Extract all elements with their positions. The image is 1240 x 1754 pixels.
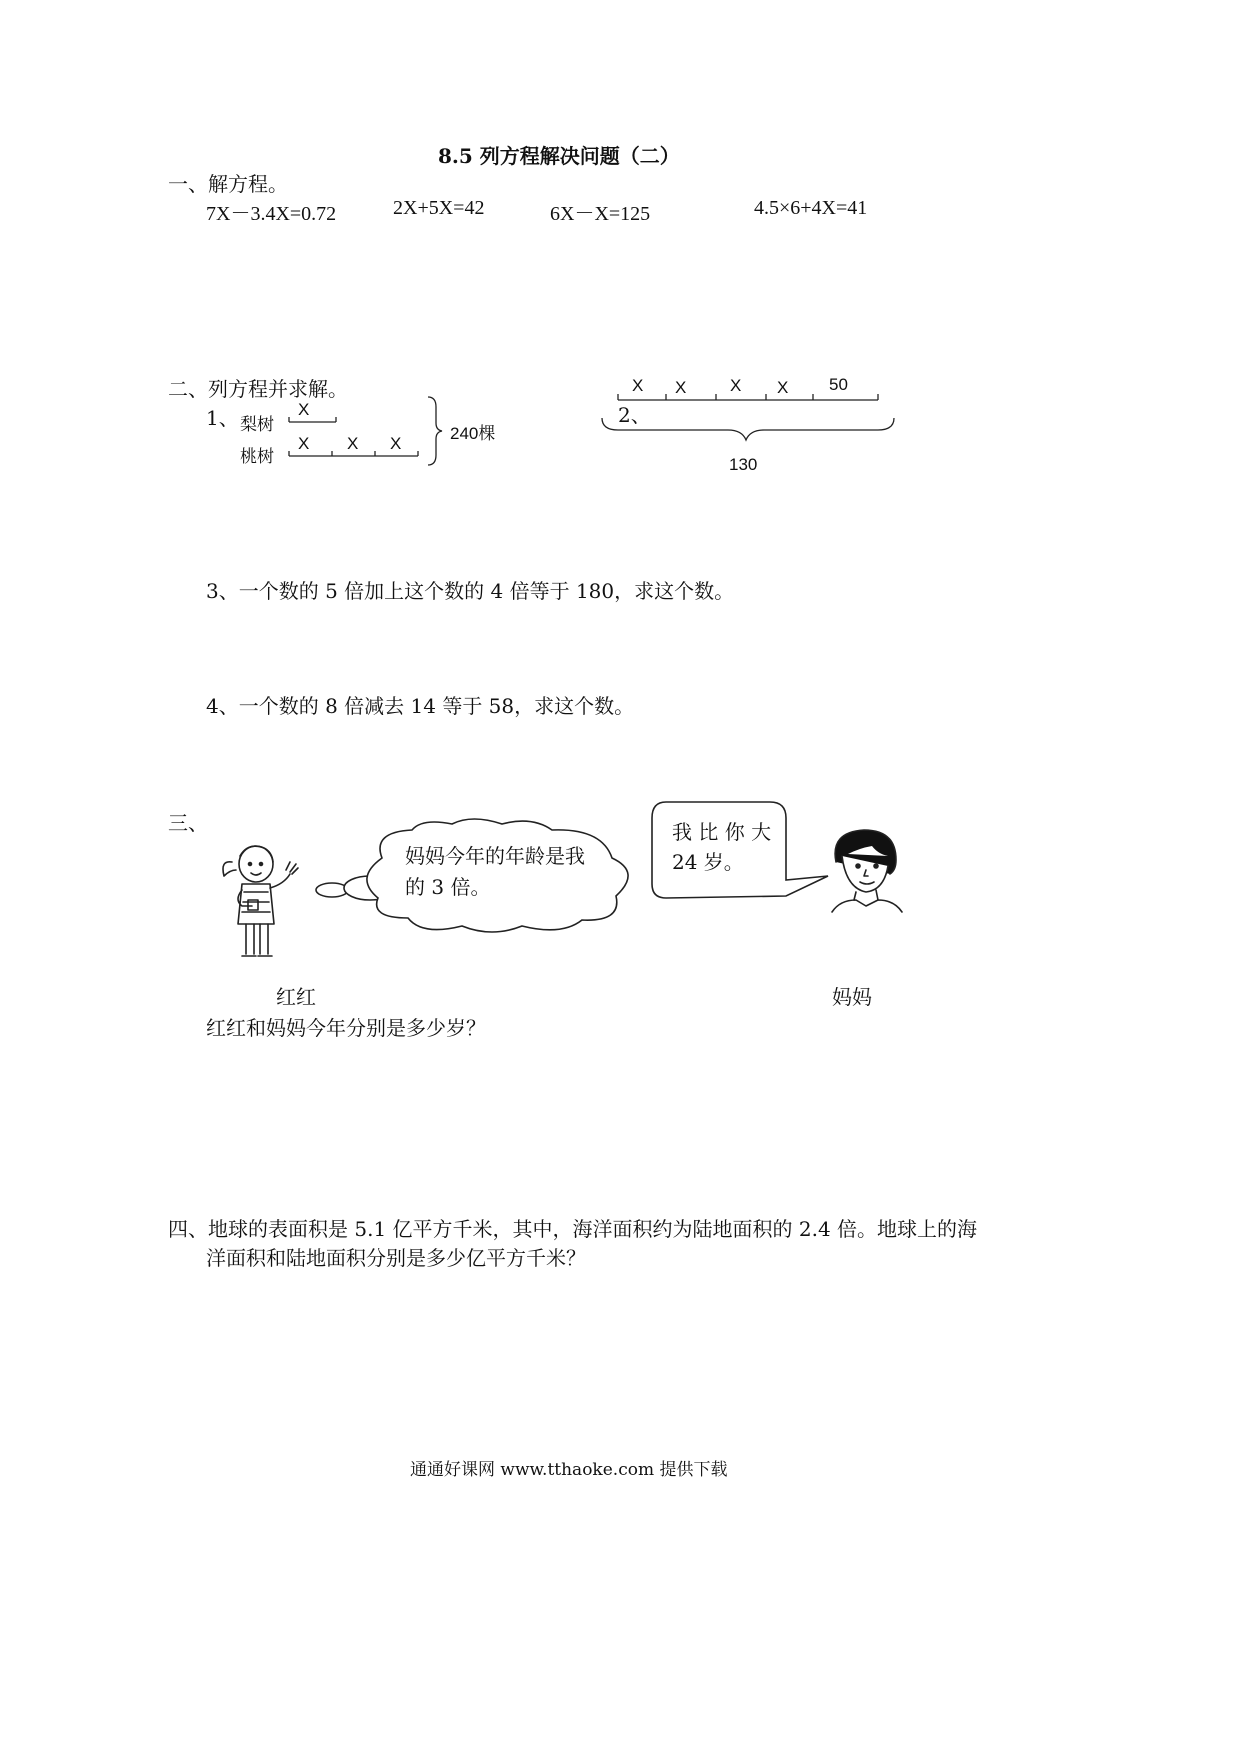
footer: 通通好课网 www.tthaoke.com 提供下载 (410, 1460, 728, 1480)
q2-seg-label-2: X (675, 378, 687, 397)
q2-seg-label-4: X (777, 378, 789, 397)
peach-segment-label-1: X (298, 434, 310, 453)
q4-text: 4、一个数的 8 倍减去 14 等于 58，求这个数。 (206, 694, 635, 718)
peach-segment-label-2: X (347, 434, 359, 453)
pear-tree-label: 梨树 (240, 415, 274, 435)
peach-tree-label: 桃树 (240, 447, 274, 467)
section4-line1: 四、地球的表面积是 5.1 亿平方千米，其中，海洋面积约为陆地面积的 2.4 倍。地球上的海 (168, 1217, 978, 1241)
girl-illustration (218, 830, 318, 960)
girl-bubble-line1: 妈妈今年的年龄是我 (405, 844, 585, 868)
q1-number: 1、 (206, 406, 239, 430)
mom-name: 妈妈 (832, 985, 872, 1009)
section3-question: 红红和妈妈今年分别是多少岁？ (206, 1016, 486, 1040)
q1-total: 240棵 (450, 424, 496, 443)
section1-heading: 一、解方程。 (168, 172, 288, 196)
mom-illustration (826, 826, 906, 916)
q3-text: 3、一个数的 5 倍加上这个数的 4 倍等于 180，求这个数。 (206, 579, 735, 603)
girl-bubble-line2: 的 3 倍。 (405, 875, 491, 899)
q2-number: 2、 (618, 403, 651, 427)
q2-seg-label-5: 50 (829, 375, 848, 394)
section3-heading: 三、 (168, 811, 208, 835)
section2-heading: 二、列方程并求解。 (168, 377, 348, 401)
equation-3: 6X－X=125 (550, 203, 651, 225)
peach-segment-label-3: X (390, 434, 402, 453)
equation-1: 7X－3.4X=0.72 (206, 203, 337, 225)
q2-total: 130 (729, 455, 758, 474)
mom-bubble-line2: 24 岁。 (672, 850, 744, 874)
q2-seg-label-1: X (632, 376, 644, 395)
equation-4: 4.5×6+4X=41 (754, 197, 868, 219)
mom-bubble-line1: 我 比 你 大 (672, 820, 772, 844)
girl-name: 红红 (276, 985, 316, 1009)
section4-line2: 洋面积和陆地面积分别是多少亿平方千米？ (206, 1246, 586, 1270)
page-title: 8.5 列方程解决问题（二） (438, 144, 680, 168)
q1-segment-diagram (280, 395, 460, 475)
pear-segment-label: X (298, 400, 310, 419)
q2-seg-label-3: X (730, 376, 742, 395)
equation-2: 2X+5X=42 (393, 197, 485, 219)
